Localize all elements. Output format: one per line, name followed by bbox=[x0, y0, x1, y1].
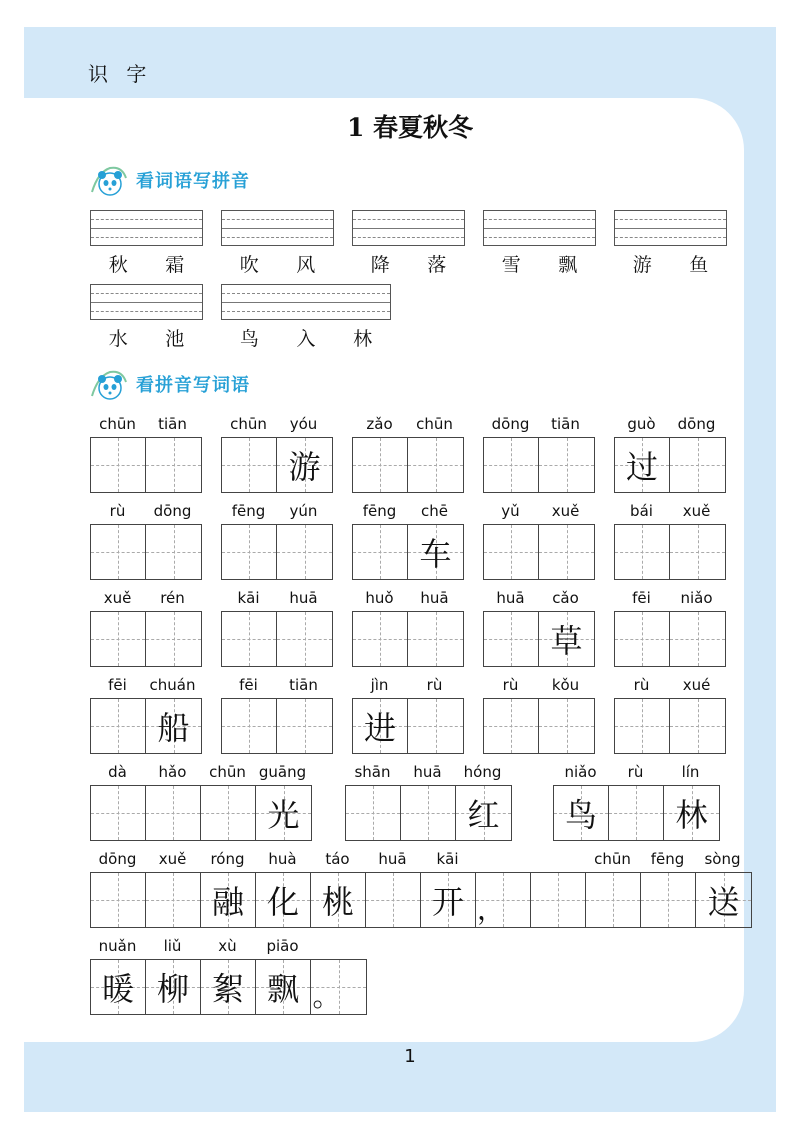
character-cell-blank[interactable] bbox=[484, 438, 539, 492]
character-cell-blank[interactable] bbox=[222, 699, 277, 753]
given-character: 。 bbox=[312, 980, 341, 1013]
pinyin-label: guò bbox=[627, 415, 656, 433]
panda-icon bbox=[88, 162, 132, 198]
character-grid bbox=[90, 611, 202, 667]
character-cell-blank[interactable] bbox=[146, 612, 201, 666]
character-grid bbox=[345, 785, 512, 841]
pinyin-label: huǒ bbox=[365, 589, 394, 607]
pinyin-answer-box[interactable] bbox=[614, 210, 727, 246]
guide-line bbox=[484, 228, 595, 229]
character-cell-filled bbox=[91, 960, 146, 1014]
pinyin-label: chūn bbox=[594, 850, 631, 868]
pinyin-label: fēi bbox=[108, 676, 127, 694]
character-cell-blank[interactable] bbox=[615, 612, 670, 666]
character-grid bbox=[483, 698, 595, 754]
pinyin-label: yún bbox=[289, 502, 318, 520]
character-grid bbox=[614, 524, 726, 580]
character-grid bbox=[221, 524, 333, 580]
pinyin-label: rù bbox=[502, 676, 519, 694]
character-cell-blank[interactable] bbox=[609, 786, 664, 840]
pinyin-label: rén bbox=[160, 589, 185, 607]
pinyin-label: huā bbox=[420, 589, 449, 607]
guide-line bbox=[222, 219, 333, 220]
character-cell-filled bbox=[256, 786, 311, 840]
pinyin-label: huā bbox=[413, 763, 442, 781]
character-grid bbox=[90, 698, 202, 754]
pinyin-label: niǎo bbox=[680, 589, 713, 607]
pinyin-answer-box[interactable] bbox=[90, 210, 203, 246]
pinyin-label: xuě bbox=[551, 502, 580, 520]
character-cell-blank[interactable] bbox=[401, 786, 456, 840]
pinyin-label: yóu bbox=[289, 415, 318, 433]
pinyin-label: rù bbox=[109, 502, 126, 520]
pinyin-label: sòng bbox=[704, 850, 741, 868]
character-cell-blank[interactable] bbox=[277, 612, 332, 666]
character-grid bbox=[483, 437, 595, 493]
given-character: 游 bbox=[288, 448, 321, 486]
pinyin-label: fēi bbox=[632, 589, 651, 607]
pinyin-label: fēng bbox=[362, 502, 397, 520]
pinyin-answer-box[interactable] bbox=[90, 284, 203, 320]
given-character: 光 bbox=[267, 796, 300, 834]
character-cell-blank[interactable] bbox=[91, 612, 146, 666]
pinyin-label: dōng bbox=[491, 415, 530, 433]
character-grid bbox=[483, 611, 595, 667]
character-cell-blank[interactable] bbox=[201, 786, 256, 840]
character-cell-blank[interactable] bbox=[670, 699, 725, 753]
guide-line bbox=[91, 237, 202, 238]
pinyin-label: huā bbox=[496, 589, 525, 607]
pinyin-label: chūn bbox=[416, 415, 453, 433]
pinyin-label: róng bbox=[210, 850, 245, 868]
pinyin-label: tiān bbox=[289, 676, 318, 694]
pinyin-label: cǎo bbox=[552, 589, 579, 607]
character-cell-blank[interactable] bbox=[222, 525, 277, 579]
word-label: 吹 风 bbox=[239, 254, 316, 276]
pinyin-label: chūn bbox=[209, 763, 246, 781]
given-character: 红 bbox=[467, 796, 500, 834]
character-grid bbox=[553, 785, 720, 841]
character-cell-blank[interactable] bbox=[615, 525, 670, 579]
character-cell-blank[interactable] bbox=[366, 873, 421, 927]
character-grid bbox=[90, 785, 312, 841]
character-cell-filled bbox=[408, 525, 463, 579]
pinyin-label: hǎo bbox=[158, 763, 187, 781]
pinyin-label: dōng bbox=[153, 502, 192, 520]
given-character: 鸟 bbox=[564, 796, 597, 834]
guide-line bbox=[353, 228, 464, 229]
pinyin-label: huà bbox=[268, 850, 297, 868]
character-cell-blank[interactable] bbox=[346, 786, 401, 840]
character-cell-blank[interactable] bbox=[670, 612, 725, 666]
pinyin-answer-box[interactable] bbox=[221, 210, 334, 246]
pinyin-label: xué bbox=[682, 676, 711, 694]
character-cell-filled bbox=[277, 438, 332, 492]
pinyin-label: xuě bbox=[103, 589, 132, 607]
pinyin-label: huā bbox=[289, 589, 318, 607]
character-grid bbox=[221, 698, 333, 754]
section-header: 识 字 bbox=[88, 62, 153, 86]
pinyin-label: rù bbox=[633, 676, 650, 694]
given-character: 车 bbox=[419, 535, 452, 573]
character-cell-filled bbox=[696, 873, 751, 927]
word-label: 降 落 bbox=[370, 254, 447, 276]
character-grid bbox=[90, 959, 367, 1015]
pinyin-label: chūn bbox=[99, 415, 136, 433]
pinyin-label: shān bbox=[354, 763, 391, 781]
character-grid bbox=[614, 698, 726, 754]
character-grid bbox=[352, 698, 464, 754]
word-label: 雪 飘 bbox=[501, 254, 578, 276]
character-cell-blank[interactable] bbox=[539, 438, 594, 492]
given-character: 送 bbox=[707, 883, 740, 921]
character-cell-filled bbox=[539, 612, 594, 666]
character-grid bbox=[90, 437, 202, 493]
character-cell-filled bbox=[664, 786, 719, 840]
character-grid bbox=[221, 611, 333, 667]
character-cell-filled bbox=[256, 873, 311, 927]
character-cell-blank[interactable] bbox=[91, 786, 146, 840]
character-cell-blank[interactable] bbox=[408, 699, 463, 753]
given-character: 絮 bbox=[211, 970, 244, 1008]
pinyin-label: rù bbox=[627, 763, 644, 781]
guide-line bbox=[91, 302, 202, 303]
panda-icon bbox=[88, 366, 132, 402]
character-cell-blank[interactable] bbox=[146, 873, 201, 927]
character-cell-blank[interactable] bbox=[408, 438, 463, 492]
character-cell-filled bbox=[201, 960, 256, 1014]
character-cell-filled bbox=[146, 699, 201, 753]
character-grid bbox=[483, 524, 595, 580]
character-cell-filled bbox=[476, 873, 531, 927]
character-cell-filled bbox=[256, 960, 311, 1014]
word-label: 鸟 入 林 bbox=[239, 328, 373, 350]
pinyin-label: dōng bbox=[677, 415, 716, 433]
given-character: 飘 bbox=[266, 970, 299, 1008]
pinyin-answer-box[interactable] bbox=[483, 210, 596, 246]
pinyin-label: kāi bbox=[436, 850, 459, 868]
pinyin-label: xuě bbox=[158, 850, 187, 868]
pinyin-label: kǒu bbox=[551, 676, 580, 694]
character-cell-filled bbox=[615, 438, 670, 492]
guide-line bbox=[91, 219, 202, 220]
character-grid bbox=[614, 611, 726, 667]
pinyin-label: niǎo bbox=[564, 763, 597, 781]
character-cell-blank[interactable] bbox=[539, 699, 594, 753]
character-cell-filled bbox=[554, 786, 609, 840]
character-cell-filled bbox=[456, 786, 511, 840]
guide-line bbox=[222, 302, 390, 303]
guide-line bbox=[353, 237, 464, 238]
character-cell-blank[interactable] bbox=[277, 699, 332, 753]
guide-line bbox=[615, 219, 726, 220]
character-cell-filled bbox=[421, 873, 476, 927]
page-number: 1 bbox=[404, 1046, 416, 1067]
pinyin-label: chuán bbox=[149, 676, 196, 694]
pinyin-label: bái bbox=[630, 502, 653, 520]
given-character: 暖 bbox=[101, 970, 134, 1008]
character-cell-blank[interactable] bbox=[91, 438, 146, 492]
section-heading-write-pinyin bbox=[88, 162, 250, 198]
given-character: 桃 bbox=[321, 883, 354, 921]
character-grid bbox=[352, 524, 464, 580]
pinyin-label: tiān bbox=[551, 415, 580, 433]
guide-line bbox=[222, 311, 390, 312]
character-cell-blank[interactable] bbox=[531, 873, 586, 927]
character-cell-blank[interactable] bbox=[484, 525, 539, 579]
pinyin-label: tiān bbox=[158, 415, 187, 433]
pinyin-label: yǔ bbox=[501, 502, 520, 520]
character-cell-blank[interactable] bbox=[222, 612, 277, 666]
given-character: 柳 bbox=[156, 970, 189, 1008]
guide-line bbox=[615, 228, 726, 229]
guide-line bbox=[484, 219, 595, 220]
pinyin-label: hóng bbox=[463, 763, 502, 781]
given-character: 船 bbox=[157, 709, 190, 747]
given-character: ， bbox=[476, 893, 505, 926]
character-cell-filled bbox=[353, 699, 408, 753]
character-cell-blank[interactable] bbox=[539, 525, 594, 579]
guide-line bbox=[484, 237, 595, 238]
given-character: 化 bbox=[266, 883, 299, 921]
pinyin-label: táo bbox=[325, 850, 350, 868]
character-cell-blank[interactable] bbox=[353, 525, 408, 579]
character-cell-blank[interactable] bbox=[91, 525, 146, 579]
guide-line bbox=[91, 311, 202, 312]
guide-line bbox=[222, 293, 390, 294]
character-cell-filled bbox=[146, 960, 201, 1014]
character-cell-blank[interactable] bbox=[146, 438, 201, 492]
character-cell-blank[interactable] bbox=[615, 699, 670, 753]
character-cell-blank[interactable] bbox=[91, 873, 146, 927]
pinyin-label: guāng bbox=[258, 763, 307, 781]
guide-line bbox=[222, 228, 333, 229]
character-cell-blank[interactable] bbox=[277, 525, 332, 579]
pinyin-label: xuě bbox=[682, 502, 711, 520]
given-character: 过 bbox=[625, 448, 658, 486]
pinyin-label: dōng bbox=[98, 850, 137, 868]
pinyin-label: piāo bbox=[266, 937, 299, 955]
character-cell-blank[interactable] bbox=[484, 612, 539, 666]
pinyin-label: zǎo bbox=[366, 415, 393, 433]
pinyin-answer-box[interactable] bbox=[221, 284, 391, 320]
guide-line bbox=[222, 237, 333, 238]
word-label: 秋 霜 bbox=[108, 254, 185, 276]
section-label: 看拼音写词语 bbox=[136, 375, 250, 396]
section-heading-write-words bbox=[88, 366, 250, 402]
given-character: 融 bbox=[211, 883, 244, 921]
character-cell-blank[interactable] bbox=[408, 612, 463, 666]
pinyin-label: liǔ bbox=[163, 937, 182, 955]
pinyin-label: huā bbox=[378, 850, 407, 868]
character-cell-blank[interactable] bbox=[670, 525, 725, 579]
given-character: 草 bbox=[550, 622, 583, 660]
character-grid bbox=[221, 437, 333, 493]
pinyin-label: fēng bbox=[650, 850, 685, 868]
character-cell-blank[interactable] bbox=[670, 438, 725, 492]
pinyin-label: nuǎn bbox=[98, 937, 137, 955]
given-character: 开 bbox=[431, 883, 464, 921]
character-grid bbox=[90, 872, 752, 928]
character-cell-filled bbox=[311, 873, 366, 927]
given-character: 进 bbox=[363, 709, 396, 747]
character-cell-blank[interactable] bbox=[484, 699, 539, 753]
pinyin-label: kāi bbox=[237, 589, 260, 607]
pinyin-label: dà bbox=[108, 763, 127, 781]
pinyin-label: xù bbox=[218, 937, 237, 955]
pinyin-label: rù bbox=[426, 676, 443, 694]
section-label: 看词语写拼音 bbox=[136, 171, 250, 192]
word-label: 水 池 bbox=[108, 328, 185, 350]
character-grid bbox=[352, 437, 464, 493]
guide-line bbox=[615, 237, 726, 238]
character-cell-blank[interactable] bbox=[353, 438, 408, 492]
character-grid bbox=[614, 437, 726, 493]
character-grid bbox=[352, 611, 464, 667]
character-cell-blank[interactable] bbox=[641, 873, 696, 927]
pinyin-label: fēi bbox=[239, 676, 258, 694]
pinyin-label: jìn bbox=[370, 676, 389, 694]
character-cell-blank[interactable] bbox=[586, 873, 641, 927]
character-cell-blank[interactable] bbox=[353, 612, 408, 666]
character-cell-blank[interactable] bbox=[91, 699, 146, 753]
guide-line bbox=[91, 228, 202, 229]
word-label: 游 鱼 bbox=[632, 254, 709, 276]
character-cell-blank[interactable] bbox=[146, 786, 201, 840]
pinyin-label: chūn bbox=[230, 415, 267, 433]
guide-line bbox=[91, 293, 202, 294]
pinyin-label: chē bbox=[421, 502, 448, 520]
pinyin-label: lín bbox=[681, 763, 700, 781]
character-cell-blank[interactable] bbox=[146, 525, 201, 579]
character-cell-filled bbox=[201, 873, 256, 927]
character-cell-filled bbox=[311, 960, 366, 1014]
pinyin-label: fēng bbox=[231, 502, 266, 520]
given-character: 林 bbox=[675, 796, 708, 834]
page-title: 1 春夏秋冬 bbox=[346, 113, 474, 142]
pinyin-answer-box[interactable] bbox=[352, 210, 465, 246]
character-cell-blank[interactable] bbox=[222, 438, 277, 492]
character-grid bbox=[90, 524, 202, 580]
guide-line bbox=[353, 219, 464, 220]
